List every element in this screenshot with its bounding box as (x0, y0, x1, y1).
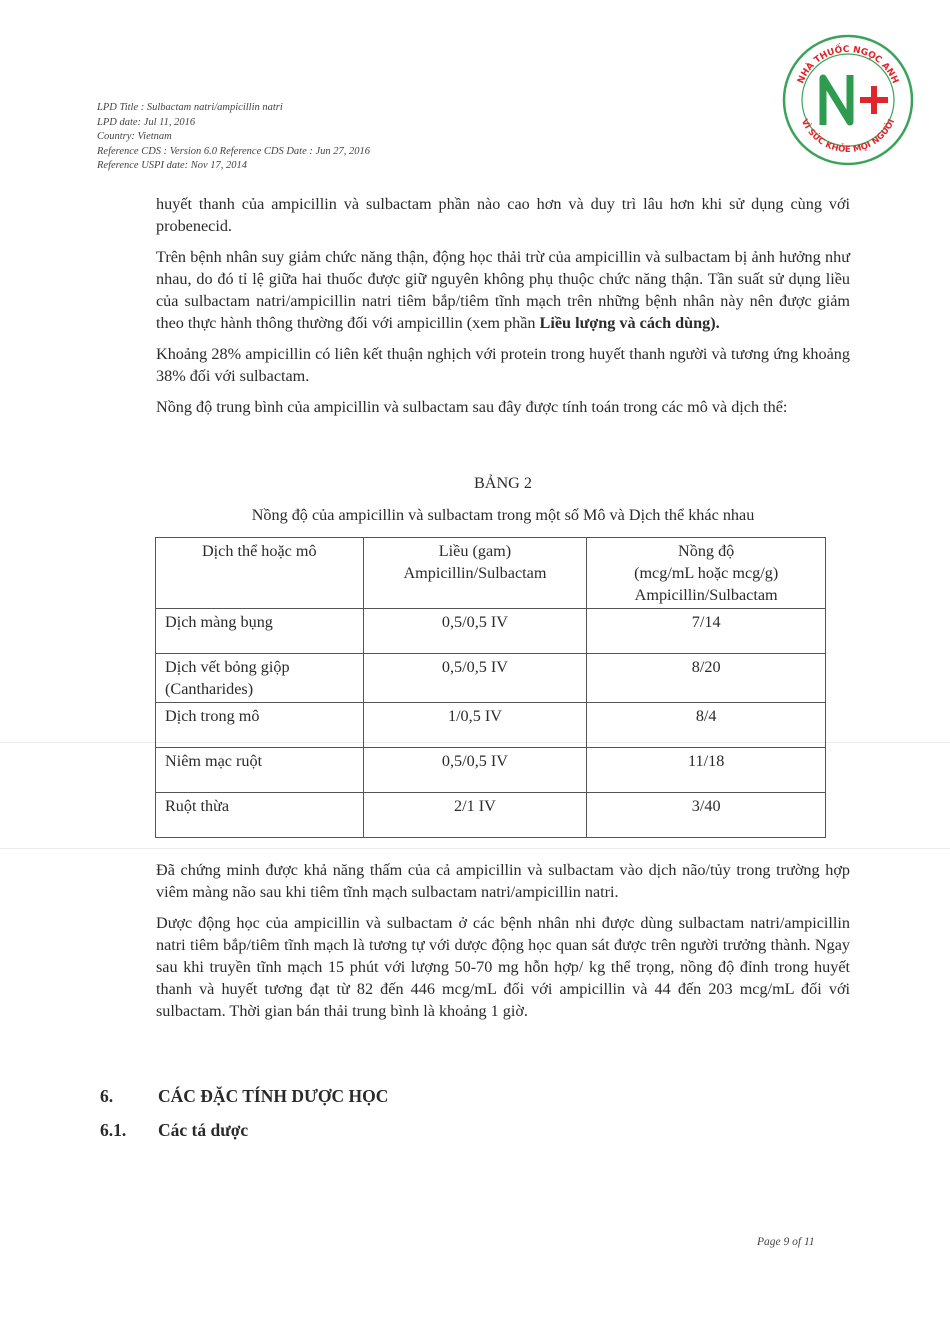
pharmacy-logo-stamp (778, 30, 918, 170)
header-dose-line2: Ampicillin/Sulbactam (403, 564, 547, 582)
cell-concentration: 7/14 (587, 609, 826, 654)
paragraph-protein-binding: Khoảng 28% ampicillin có liên kết thuận nghịch với protein trong huyết thanh người và tương ứng khoảng 38% đối với sulbactam. (156, 345, 850, 385)
logo-arc-bottom-text: VÌ SỨC KHỎE MỌI NGƯỜI (798, 117, 898, 155)
header-fluid: Dịch thể hoặc mô (156, 538, 364, 609)
table-row (156, 748, 826, 793)
cell-dose: 0,5/0,5 IV (363, 609, 587, 654)
header-uspi: Reference USPI date: Nov 17, 2014 (97, 160, 248, 172)
paragraph-intro-table: Nồng độ trung bình của ampicillin và sulbactam sau đây được tính toán trong các mô và dịch thể: (156, 398, 788, 416)
header-dose (363, 538, 587, 609)
dosage-reference: Liều lượng và cách dùng). (539, 314, 720, 332)
table-row (156, 793, 826, 838)
cell-fluid: Dịch vết bỏng giộp (Cantharides) (156, 654, 364, 703)
cell-concentration: 11/18 (587, 748, 826, 793)
section-number: 6.1. (100, 1120, 127, 1140)
table-label: BẢNG 2 (473, 474, 532, 492)
header-conc-line2: (mcg/mL hoặc mcg/g) (634, 564, 779, 582)
header-dose-line1: Liều (gam) (438, 542, 512, 560)
cell-dose: 1/0,5 IV (363, 703, 587, 748)
table-row (156, 609, 826, 654)
cell-dose: 0,5/0,5 IV (363, 654, 587, 703)
header-conc-line1: Nồng độ (678, 542, 735, 560)
table-header-row (156, 538, 826, 609)
cell-fluid: Niêm mạc ruột (156, 748, 364, 793)
section-title: CÁC ĐẶC TÍNH DƯỢC HỌC (158, 1086, 389, 1106)
cell-fluid: Ruột thừa (156, 793, 364, 838)
paragraph-pediatric: Dược động học của ampicillin và sulbactam ở các bệnh nhân nhi được dùng sulbactam natri/ampicillin natri tiêm bắp/tiêm tĩnh mạch là tương tự với dược động học quan sát được trên người trưởng thành. Ngay sau khi truyền tĩnh mạch 15 phút với lượng 50-70 mg hỗn hợp/ kg thể trọng, nồng độ đỉnh trong huyết thanh và huyết tương đạt từ 82 đến 446 mcg/mL đối với ampicillin và 44 đến 203 mcg/mL đối với sulbactam. Thời gian bán thải trung bình là khoảng 1 giờ. (156, 914, 850, 1020)
concentration-table (155, 537, 826, 838)
section-number: 6. (100, 1086, 114, 1106)
page-number: Page 9 of 11 (757, 1236, 815, 1248)
logo-arc-top-text: NHÀ THUỐC NGỌC ANH (796, 44, 900, 86)
cell-fluid: Dịch màng bụng (156, 609, 364, 654)
cell-concentration: 8/20 (587, 654, 826, 703)
cell-concentration: 3/40 (587, 793, 826, 838)
section-heading-6-1 (100, 1120, 248, 1141)
header-country: Country: Vietnam (97, 131, 172, 143)
paragraph-probenecid: huyết thanh của ampicillin và sulbactam phần nào cao hơn và duy trì lâu hơn khi sử dụng cùng với probenecid. (156, 195, 850, 235)
body-text-top (156, 193, 850, 427)
cell-dose: 2/1 IV (363, 793, 587, 838)
document-header (97, 101, 370, 174)
table-row (156, 654, 826, 703)
table-row (156, 703, 826, 748)
logo-plus-mark (860, 86, 888, 114)
section-heading-6 (100, 1086, 388, 1107)
header-title: LPD Title : Sulbactam natri/ampicillin natri (97, 102, 283, 113)
logo-n-letter (823, 75, 850, 125)
cell-concentration: 8/4 (587, 703, 826, 748)
cell-dose: 0,5/0,5 IV (363, 748, 587, 793)
header-conc-line3: Ampicillin/Sulbactam (634, 586, 778, 604)
section-title: Các tá dược (158, 1120, 249, 1140)
body-text-bottom (156, 859, 850, 1031)
scan-artifact-line (0, 848, 950, 849)
paragraph-renal (156, 246, 850, 334)
paragraph-csf-penetration: Đã chứng minh được khả năng thấm của cả ampicillin và sulbactam vào dịch não/tủy trong trường hợp viêm màng não sau khi tiêm tĩnh mạch sulbactam natri/ampicillin natri. (156, 861, 850, 901)
cell-fluid: Dịch trong mô (156, 703, 364, 748)
header-concentration (587, 538, 826, 609)
paragraph-renal-text: Trên bệnh nhân suy giảm chức năng thận, động học thải trừ của ampicillin và sulbactam bị ảnh hưởng như nhau, do đó tỉ lệ giữa hai thuốc được giữ nguyên không phụ thuộc chức năng thận. Tần suất sử dụng liều của sulbactam natri/ampicillin natri tiêm bắp/tiêm tĩnh mạch trên những bệnh nhân này nên được giảm theo thực hành thông thường đối với ampicillin (xem phần (156, 248, 850, 332)
table-caption: Nồng độ của ampicillin và sulbactam trong một số Mô và Dịch thể khác nhau (251, 506, 755, 524)
header-cds: Reference CDS : Version 6.0 Reference CDS Date : Jun 27, 2016 (97, 145, 371, 157)
header-date: LPD date: Jul 11, 2016 (97, 116, 196, 128)
